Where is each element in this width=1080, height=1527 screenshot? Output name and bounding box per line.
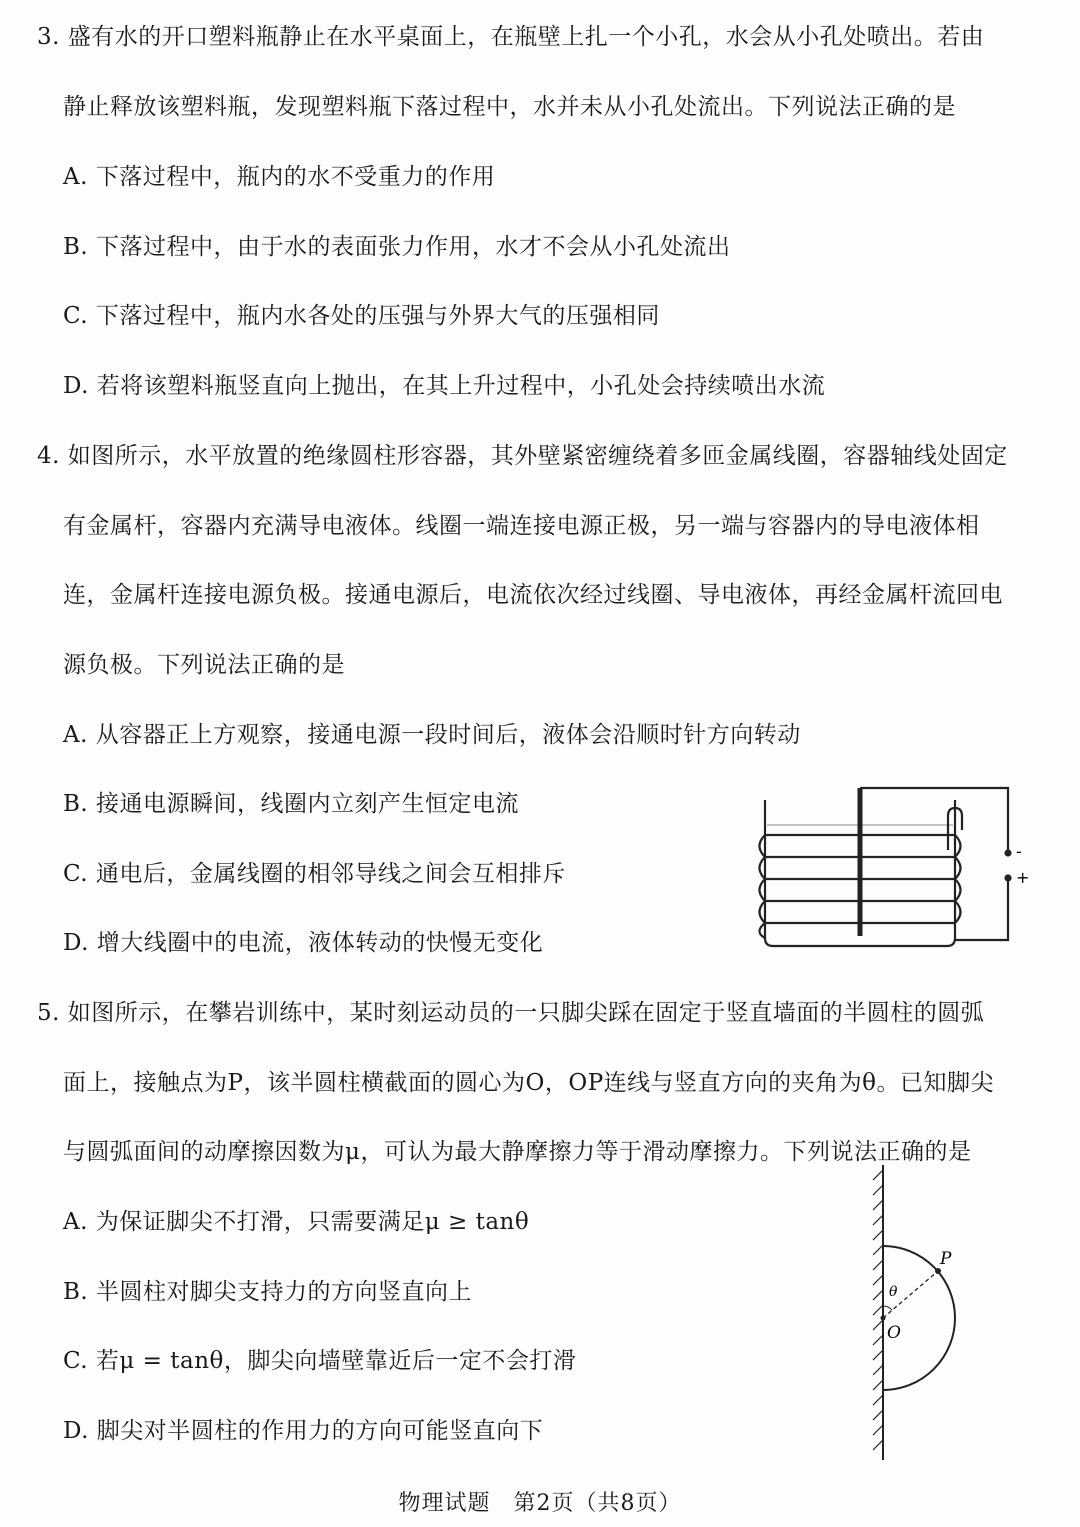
q5-semicylinder-figure [855, 1160, 975, 1470]
label-theta: θ [889, 1284, 898, 1300]
q4-stem-line1: 4. 如图所示，水平放置的绝缘圆柱形容器，其外壁紧密缠绕着多匝金属线圈，容器轴线处固定 [37, 443, 1008, 469]
label-p: P [940, 1249, 952, 1269]
wall-hatching [873, 1170, 883, 1450]
q5-option-c: C. 若μ = tanθ，脚尖向墙壁靠近后一定不会打滑 [63, 1348, 577, 1374]
q5-stem-line3: 与圆弧面间的动摩擦因数为μ，可认为最大静摩擦力等于滑动摩擦力。下列说法正确的是 [63, 1139, 972, 1165]
q5-option-a: A. 为保证脚尖不打滑，只需要满足μ ≥ tanθ [63, 1209, 530, 1235]
q5-stem-line2: 面上，接触点为P，该半圆柱横截面的圆心为O，OP连线与竖直方向的夹角为θ。已知脚尖 [63, 1070, 995, 1096]
wire-rod-to-minus [860, 788, 1008, 850]
plus-terminal [1006, 876, 1011, 881]
q5-stem-line1: 5. 如图所示，在攀岩训练中，某时刻运动员的一只脚尖踩在固定于竖直墙面的半圆柱的圆弧 [37, 1000, 985, 1026]
minus-label: - [1016, 842, 1022, 861]
q3-option-c: C. 下落过程中，瓶内水各处的压强与外界大气的压强相同 [63, 303, 660, 329]
plus-label: + [1016, 868, 1030, 887]
q3-option-b: B. 下落过程中，由于水的表面张力作用，水才不会从小孔处流出 [63, 234, 731, 260]
q4-stem-line2: 有金属杆，容器内充满导电液体。线圈一端连接电源正极，另一端与容器内的导电液体相 [63, 513, 980, 539]
q3-option-a: A. 下落过程中，瓶内的水不受重力的作用 [63, 164, 496, 190]
q4-stem-line3: 连，金属杆连接电源负极。接通电源后，电流依次经过线圈、导电液体，再经金属杆流回电 [63, 582, 1003, 608]
q4-option-b: B. 接通电源瞬间，线圈内立刻产生恒定电流 [63, 791, 520, 817]
wire-coil-to-plus [955, 880, 1008, 940]
q4-option-c: C. 通电后，金属线圈的相邻导线之间会互相排斥 [63, 861, 566, 887]
q3-stem-line1: 3. 盛有水的开口塑料瓶静止在水平桌面上，在瓶壁上扎一个小孔，水会从小孔处喷出。若由 [37, 24, 985, 50]
q5-option-d: D. 脚尖对半圆柱的作用力的方向可能竖直向下 [63, 1418, 544, 1444]
q4-option-d: D. 增大线圈中的电流，液体转动的快慢无变化 [63, 930, 544, 956]
point-o [881, 1316, 886, 1321]
q4-coil-figure [740, 780, 1040, 955]
minus-terminal [1006, 851, 1011, 856]
label-o: O [887, 1323, 901, 1343]
q5-option-b: B. 半圆柱对脚尖支持力的方向竖直向上 [63, 1279, 473, 1305]
theta-arc [883, 1306, 892, 1310]
q3-stem-line2: 静止释放该塑料瓶，发现塑料瓶下落过程中，水并未从小孔处流出。下列说法正确的是 [63, 94, 956, 120]
q4-stem-line4: 源负极。下列说法正确的是 [63, 652, 345, 678]
page-footer: 物理试题 第2页（共8页） [398, 1491, 682, 1516]
q4-option-a: A. 从容器正上方观察，接通电源一段时间后，液体会沿顺时针方向转动 [63, 722, 801, 748]
q3-option-d: D. 若将该塑料瓶竖直向上抛出，在其上升过程中，小孔处会持续喷出水流 [63, 373, 826, 399]
